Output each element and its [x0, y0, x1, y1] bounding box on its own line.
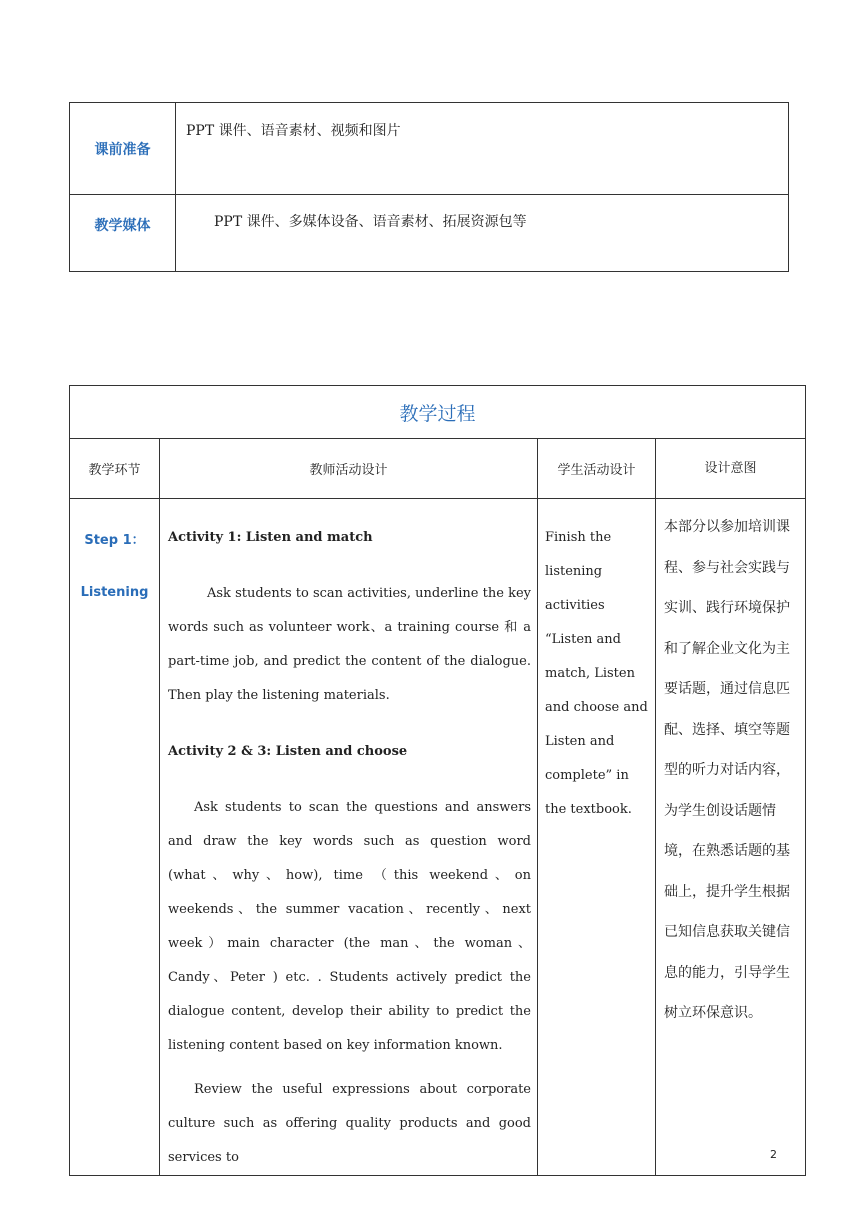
media-content: PPT 课件、多媒体设备、语音素材、拓展资源包等 — [214, 214, 527, 230]
process-title-cell — [70, 386, 806, 439]
step-name: Listening — [80, 585, 149, 600]
header-intent — [656, 439, 806, 499]
teacher-activity-cell — [160, 499, 538, 1176]
step-number: Step 1： — [84, 533, 145, 548]
review-text: Review the useful expressions about corporate culture such as offering quality products and good services to — [168, 1082, 531, 1165]
prep-table — [69, 102, 789, 272]
intent-cell — [656, 499, 806, 1176]
header-stage-label: 教学环节 — [88, 463, 141, 478]
prep-content-cell — [176, 103, 789, 195]
activity1-text: Ask students to scan activities, underline the key words such as volunteer work、a training course 和 a part-time job, and predict the content of the dialogue. Then play the listening materials. — [168, 586, 531, 703]
process-table — [69, 385, 806, 1176]
header-student — [538, 439, 656, 499]
prep-content: PPT 课件、语音素材、视频和图片 — [186, 123, 401, 139]
activity1-title: Activity 1: Listen and match — [168, 530, 373, 545]
student-activity-cell — [538, 499, 656, 1176]
process-title: 教学过程 — [399, 402, 476, 425]
media-label-cell — [70, 195, 176, 272]
prep-label-cell — [70, 103, 176, 195]
student-activity-text: Finish the listening activities “Listen and match, Listen and choose and Listen and complete” in the textbook. — [545, 530, 648, 817]
step-cell — [70, 499, 160, 1176]
header-teacher — [160, 439, 538, 499]
activity23-text: Ask students to scan the questions and answers and draw the key words such as question word (what、why、how), time （this weekend、on weekends、the summer vacation、recently、next week）main character (the man、the woman、Candy、Peter ) etc. . Students actively predict the dialogue content, develop their ability to predict the listening content based on key information known. — [168, 800, 531, 1053]
intent-text: 本部分以参加培训课程、参与社会实践与实训、践行环境保护和了解企业文化为主要话题，通过信息匹配、选择、填空等题型的听力对话内容，为学生创设话题情境，在熟悉话题的基础上，提升学生根据已知信息获取关键信息的能力，引导学生树立环保意识。 — [664, 519, 790, 1021]
page-number: 2 — [770, 1148, 777, 1161]
media-content-cell — [176, 195, 789, 272]
header-intent-label: 设计意图 — [704, 461, 757, 476]
activity23-title: Activity 2 & 3: Listen and choose — [168, 744, 408, 759]
header-stage — [70, 439, 160, 499]
header-student-label: 学生活动设计 — [557, 463, 636, 478]
prep-label: 课前准备 — [94, 141, 151, 158]
media-label: 教学媒体 — [94, 218, 151, 234]
header-teacher-label: 教师活动设计 — [309, 463, 388, 478]
